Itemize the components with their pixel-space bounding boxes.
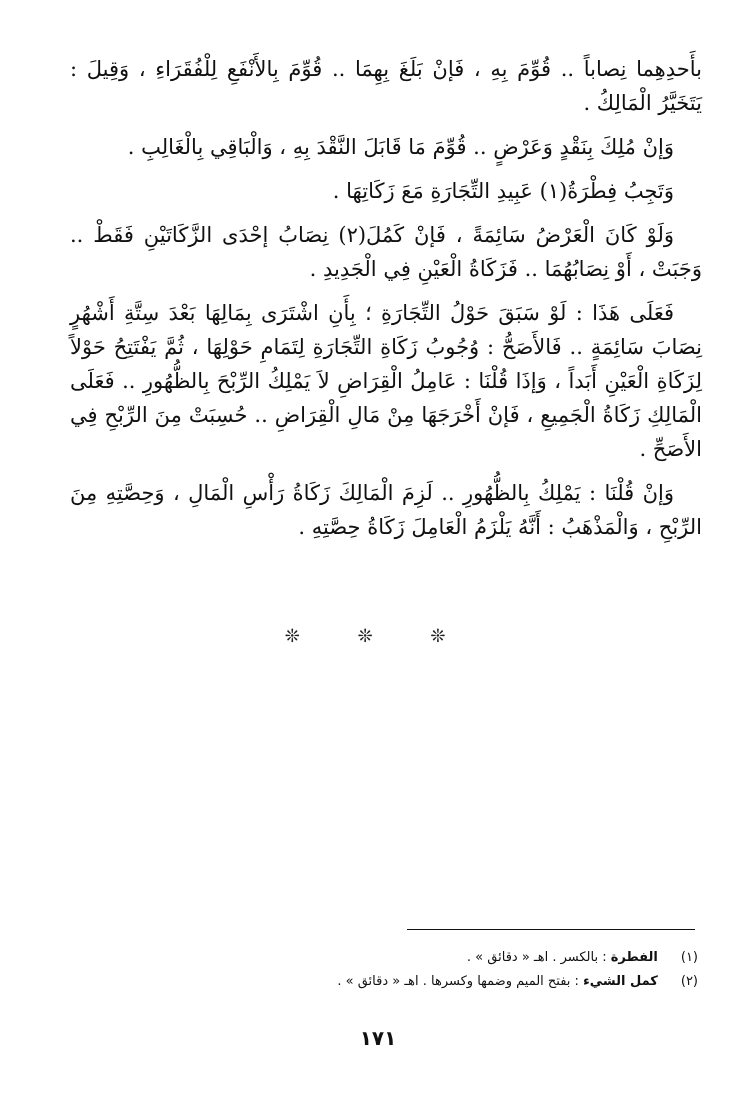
paragraph-5: فَعَلَى هَذَا : لَوْ سَبَقَ حَوْلُ التِّجَارَةِ ؛ بِأَنِ اشْتَرَى بِمَالِهَا بَعْدَ سِتَّةِ أَشْهُرٍ نِصَابَ سَائِمَةٍ .. فَالأَصَحُّ : وُجُوبُ زَكَاةِ التِّجَارَةِ لِتَمَامِ حَوْلِهَا ، ثُمَّ يَفْتَتِحُ حَوْلاً لِزَكَاةِ الْعَيْنِ أَبَداً ، وَإذَا قُلْنَا : عَامِلُ الْقِرَاضِ لاَ يَمْلِكُ الرِّبْحَ بِالظُّهُورِ .. فَعَلَى الْمَالِكِ زَكَاةُ الْجَمِيعِ ، فَإنْ أَخْرَجَهَا مِنْ مَالِ الْقِرَاضِ .. حُسِبَتْ مِنَ الرِّبْحِ فِي الأَصَحِّ . (70, 301, 702, 461)
paragraph-3: وَتَجِبُ فِطْرَةُ(١) عَبِيدِ التِّجَارَةِ مَعَ زَكَاتِهَا . (332, 179, 674, 203)
paragraph-6: وَإنْ قُلْنَا : يَمْلِكُ بِالظُّهُورِ .. لَزِمَ الْمَالِكَ زَكَاةُ رَأْسِ الْمَالِ ، وَحِصَّتِهِ مِنَ الرِّبْحِ ، وَالْمَذْهَبُ : أَنَّهُ يَلْزَمُ الْعَامِلَ زَكَاةُ حِصَّتِهِ . (70, 481, 702, 539)
footnotes (120, 946, 698, 994)
page-number: ١٧١ (359, 1026, 397, 1050)
footnote-text: : بالكسر . اهـ « دقائق » . (466, 950, 607, 965)
footnote-number: (١) (680, 950, 698, 965)
footnote-term: كمل الشيء (583, 974, 658, 989)
footnote-1 (120, 946, 698, 970)
footnote-divider (407, 929, 695, 930)
footnote-number: (٢) (680, 974, 698, 989)
paragraph-1: بأَحدِهِما نِصاباً .. قُوِّمَ بِهِ ، فَإنْ بَلَغَ بِهِمَا .. قُوِّمَ بِالأَنْفَعِ لِلْفُقَرَاءِ ، وَقِيلَ : يَتَخَيَّرُ الْمَالِكُ . (70, 57, 702, 115)
main-text (70, 52, 702, 554)
paragraph-2: وَإنْ مُلِكَ بِنَقْدٍ وَعَرْضٍ .. قُوِّمَ مَا قَابَلَ النَّقْدَ بِهِ ، وَالْبَاقِي بِالْغَالِبِ . (127, 135, 674, 159)
paragraph-4: وَلَوْ كَانَ الْعَرْضُ سَائِمَةً ، فَإنْ كَمُلَ(٢) نِصَابُ إحْدَى الزَّكَاتَيْنِ فَقَطْ .. وَجَبَتْ ، أَوْ نِصَابُهُمَا .. فَزَكَاةُ الْعَيْنِ فِي الْجَدِيدِ . (70, 223, 702, 281)
footnote-2 (120, 970, 698, 994)
footnote-text: : بفتح الميم وضمها وكسرها . اهـ « دقائق » . (337, 974, 579, 989)
footnote-term: الفطرة (610, 950, 658, 965)
section-separator: ❊ ❊ ❊ (284, 626, 472, 647)
